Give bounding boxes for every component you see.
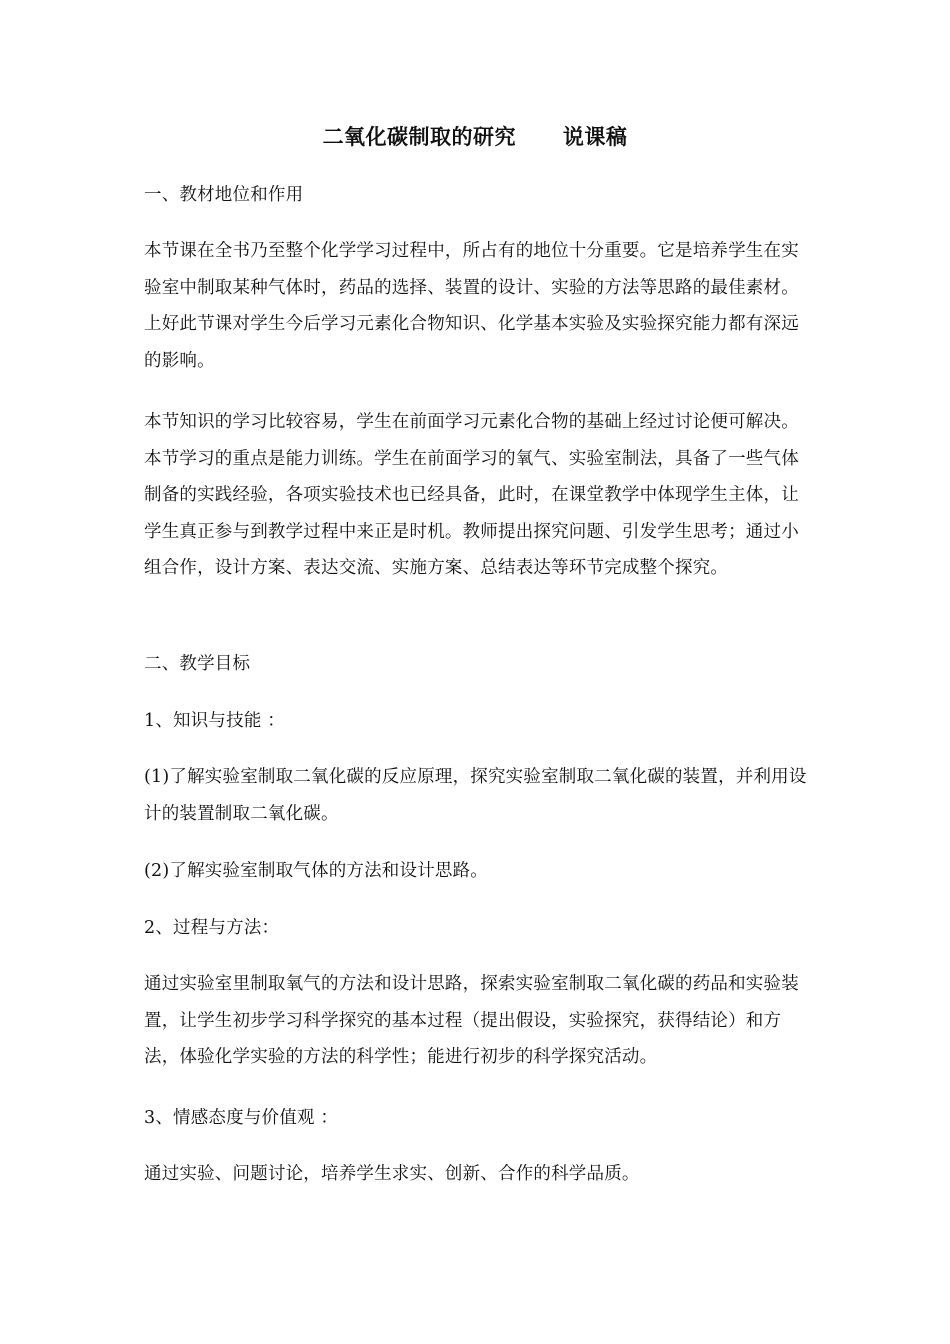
goal2-heading: 2、过程与方法： bbox=[144, 918, 280, 938]
goal1-item-1: (1)了解实验室制取二氧化碳的反应原理，探究实验室制取二氧化碳的装置，并利用设计的装置制取二氧化碳。 bbox=[144, 767, 807, 824]
goal1-heading: 1、知识与技能 ： bbox=[144, 711, 285, 731]
section1-heading: 一、教材地位和作用 bbox=[144, 185, 304, 205]
document-title: 二氧化碳制取的研究 说课稿 bbox=[322, 125, 628, 149]
goal3-text: 通过实验、问题讨论，培养学生求实、创新、合作的科学品质。 bbox=[144, 1164, 640, 1184]
goal3-heading: 3、情感态度与价值观 ： bbox=[144, 1108, 339, 1128]
goal1-item-2: (2)了解实验室制取气体的方法和设计思路。 bbox=[144, 861, 488, 881]
section2-heading: 二、教学目标 bbox=[144, 654, 251, 674]
section1-paragraph-2: 本节知识的学习比较容易，学生在前面学习元素化合物的基础上经过讨论便可解决。本节学习的重点是能力训练。学生在前面学习的氧气、实验室制法，具备了一些气体制备的实践经验，各项实验技术也已经具备，此时，在课堂教学中体现学生主体，让学生真正参与到教学过程中来正是时机。教师提出探究问题、引发学生思考；通过小组合作，设计方案、表达交流、实施方案、总结表达等环节完成整个探究。 bbox=[144, 412, 799, 578]
goal2-text: 通过实验室里制取氧气的方法和设计思路，探索实验室制取二氧化碳的药品和实验装置，让学生初步学习科学探究的基本过程（提出假设，实验探究，获得结论）和方法，体验化学实验的方法的科学性；能进行初步的科学探究活动。 bbox=[144, 974, 799, 1067]
section1-paragraph-1: 本节课在全书乃至整个化学学习过程中，所占有的地位十分重要。它是培养学生在实验室中制取某种气体时，药品的选择、装置的设计、实验的方法等思路的最佳素材。上好此节课对学生今后学习元素化合物知识、化学基本实验及实验探究能力都有深远的影响。 bbox=[144, 241, 799, 371]
